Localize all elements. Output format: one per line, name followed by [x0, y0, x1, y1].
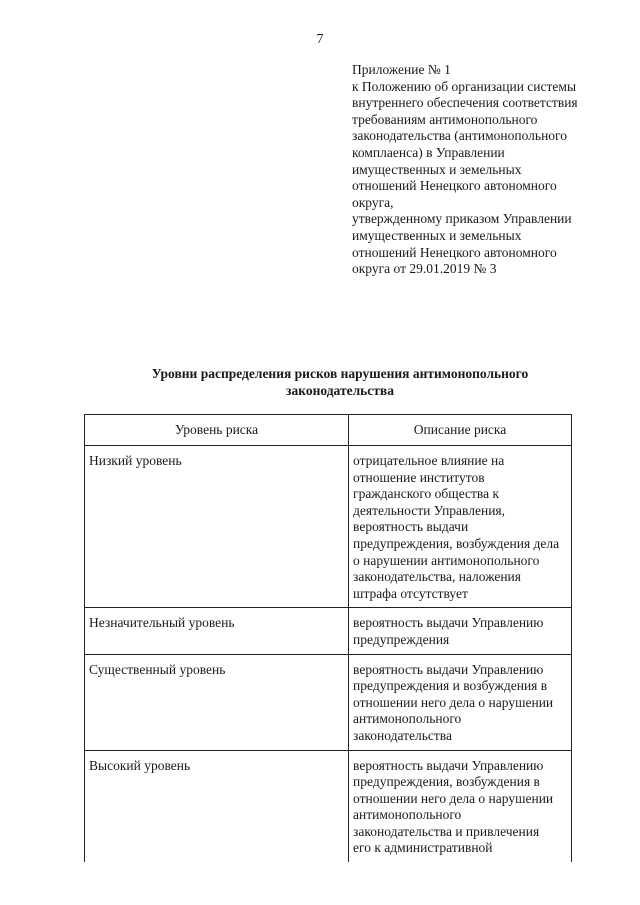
document-title-line: законодательства [286, 382, 394, 398]
description-line: деятельности Управления, [353, 502, 506, 518]
appendix-line: комплаенса) в Управлении [352, 144, 505, 160]
description-line: его к административной [353, 840, 493, 856]
risk-description-cell [349, 750, 572, 862]
appendix-line: требованиям антимонопольного [352, 111, 538, 127]
appendix-line: имущественных и земельных [352, 161, 522, 177]
risk-level-cell: Высокий уровень [85, 750, 349, 862]
description-line: отношении него дела о нарушении [353, 694, 554, 710]
document-title-line: Уровни распределения рисков нарушения антимонопольного [151, 366, 529, 381]
risk-level-cell: Незначительный уровень [85, 608, 349, 654]
appendix-line: округа, [352, 194, 394, 210]
table-row [85, 446, 572, 608]
appendix-line: отношений Ненецкого автономного [352, 244, 557, 260]
table-row [85, 750, 572, 862]
header-risk-description: Описание риска [349, 415, 572, 446]
appendix-line: законодательства (антимонопольного [352, 128, 568, 144]
description-line: предупреждения, возбуждения в [353, 774, 540, 790]
description-line: штрафа отсутствует [353, 585, 468, 601]
description-line: вероятность выдачи [353, 519, 469, 535]
table-header-row [85, 415, 572, 446]
description-line: предупреждения и возбуждения в [353, 678, 548, 694]
description-line: вероятность выдачи Управлению [353, 615, 544, 631]
appendix-line: отношений Ненецкого автономного [352, 178, 557, 194]
appendix-header [352, 62, 602, 278]
description-line: антимонопольного [353, 711, 462, 727]
page-number: 7 [316, 32, 324, 47]
description-line: вероятность выдачи Управлению [353, 661, 544, 677]
table-row [85, 608, 572, 654]
appendix-line: утвержденному приказом Управлении [352, 211, 572, 227]
description-line: отношение институтов [353, 469, 485, 485]
table-row [85, 654, 572, 750]
description-line: о нарушении антимонопольного [353, 552, 540, 568]
description-line: антимонопольного [353, 807, 462, 823]
description-line: законодательства [353, 727, 452, 743]
document-title [110, 366, 570, 399]
description-line: вероятность выдачи Управлению [353, 757, 544, 773]
risk-description-cell [349, 608, 572, 654]
description-line: отрицательное влияние на [353, 453, 505, 468]
risk-description-cell [349, 654, 572, 750]
appendix-line: внутреннего обеспечения соответствия [352, 95, 578, 111]
description-line: предупреждения [353, 631, 450, 647]
description-line: гражданского общества к [353, 486, 500, 502]
risk-description-cell [349, 446, 572, 608]
risk-level-cell: Существенный уровень [85, 654, 349, 750]
appendix-line: округа от 29.01.2019 № 3 [352, 261, 497, 277]
risk-level-cell: Низкий уровень [85, 446, 349, 608]
description-line: предупреждения, возбуждения дела [353, 535, 560, 551]
appendix-line: имущественных и земельных [352, 227, 522, 243]
description-line: законодательства и привлечения [353, 823, 540, 839]
description-line: законодательства, наложения [353, 569, 521, 585]
description-line: отношении него дела о нарушении [353, 790, 554, 806]
appendix-line: Приложение № 1 [352, 62, 451, 77]
appendix-line: к Положению об организации системы [352, 78, 577, 94]
risk-levels-table [84, 414, 572, 862]
header-risk-level: Уровень риска [85, 415, 349, 446]
